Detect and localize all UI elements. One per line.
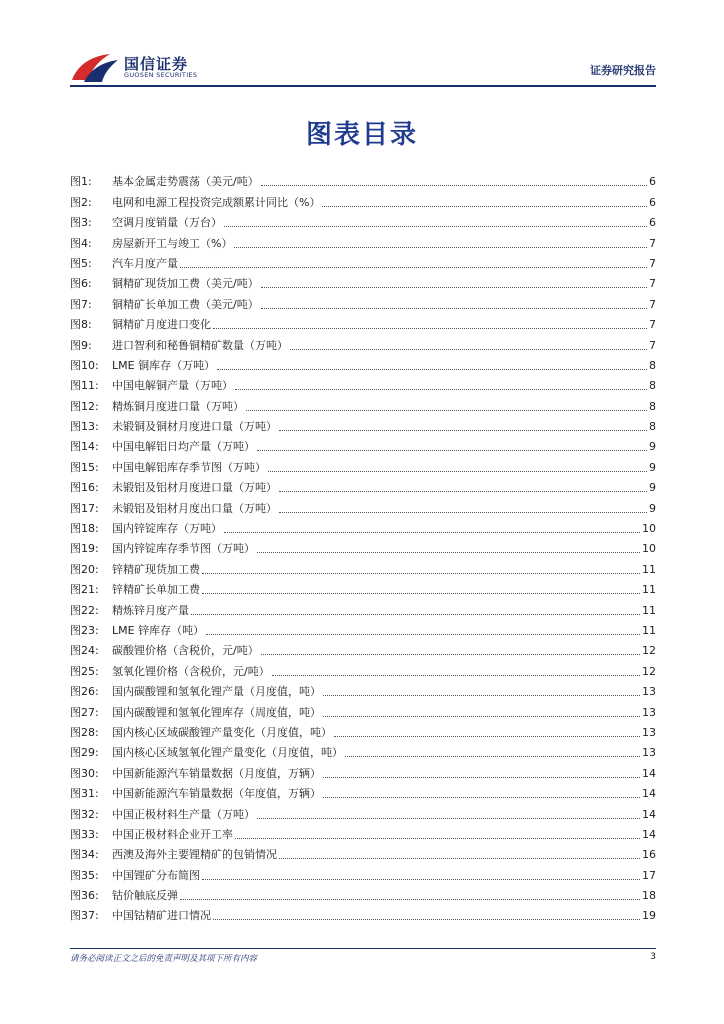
toc-entry-label: 图24: <box>70 644 99 658</box>
toc-leader-dots <box>206 634 640 635</box>
toc-entry[interactable] <box>70 454 656 474</box>
toc-entry-page: 13 <box>642 746 656 760</box>
toc-leader-dots <box>261 287 647 288</box>
page-number: 3 <box>650 952 656 962</box>
toc-entry-label: 图7: <box>70 297 92 311</box>
toc-entry-title: 中国电解铜产量（万吨） <box>112 379 233 393</box>
toc-entry[interactable] <box>70 414 656 434</box>
table-of-figures <box>70 169 656 923</box>
toc-entry-title: 未锻铝及铝材月度进口量（万吨） <box>112 481 277 495</box>
toc-leader-dots <box>213 919 640 920</box>
toc-entry-title: 中国电解铝库存季节图（万吨） <box>112 460 266 474</box>
toc-entry[interactable] <box>70 271 656 291</box>
toc-entry-title: 未锻铜及铜材月度进口量（万吨） <box>112 420 277 434</box>
toc-entry-page: 7 <box>649 236 656 250</box>
toc-entry-title: LME 锌库存（吨） <box>112 623 205 637</box>
toc-entry-label: 图8: <box>70 318 92 332</box>
toc-entry-label: 图30: <box>70 766 99 780</box>
toc-entry[interactable] <box>70 801 656 821</box>
toc-leader-dots <box>257 818 640 819</box>
toc-entry-title: 中国新能源汽车销量数据（年度值，万辆） <box>112 787 321 801</box>
toc-leader-dots <box>213 328 647 329</box>
toc-entry-page: 14 <box>642 787 656 801</box>
toc-entry-title: 基本金属走势震荡（美元/吨） <box>112 175 259 189</box>
toc-entry-title: 电网和电源工程投资完成额累计同比（%） <box>112 195 321 209</box>
toc-entry[interactable] <box>70 393 656 413</box>
toc-entry-label: 图36: <box>70 889 99 903</box>
toc-leader-dots <box>235 389 647 390</box>
toc-entry-label: 图6: <box>70 277 92 291</box>
toc-entry-title: 未锻铝及铝材月度出口量（万吨） <box>112 501 277 515</box>
toc-entry-page: 19 <box>642 909 656 923</box>
toc-entry-label: 图4: <box>70 236 92 250</box>
toc-entry-title: 中国新能源汽车销量数据（月度值，万辆） <box>112 766 321 780</box>
toc-entry-page: 7 <box>649 318 656 332</box>
toc-leader-dots <box>202 573 640 574</box>
toc-entry[interactable] <box>70 597 656 617</box>
toc-entry[interactable] <box>70 781 656 801</box>
toc-leader-dots <box>261 185 647 186</box>
page-title: 图表目录 <box>305 120 418 150</box>
toc-entry-page: 8 <box>649 399 656 413</box>
toc-entry-title: 西澳及海外主要锂精矿的包销情况 <box>112 848 277 862</box>
toc-entry[interactable] <box>70 556 656 576</box>
toc-entry-label: 图22: <box>70 603 99 617</box>
toc-entry-label: 图15: <box>70 460 99 474</box>
toc-entry-title: 汽车月度产量 <box>112 256 178 270</box>
toc-entry-page: 13 <box>642 725 656 739</box>
toc-entry-label: 图23: <box>70 623 99 637</box>
toc-entry-title: 精炼锌月度产量 <box>112 603 189 617</box>
toc-entry-title: 钴价触底反弹 <box>112 889 178 903</box>
toc-entry-title: 铜精矿现货加工费（美元/吨） <box>112 277 259 291</box>
toc-entry-label: 图32: <box>70 807 99 821</box>
toc-entry[interactable] <box>70 251 656 271</box>
toc-entry-page: 11 <box>642 623 656 637</box>
toc-entry-page: 10 <box>642 522 656 536</box>
toc-entry-page: 6 <box>649 195 656 209</box>
toc-leader-dots <box>279 491 647 492</box>
toc-entry-label: 图35: <box>70 868 99 882</box>
toc-entry[interactable] <box>70 169 656 189</box>
toc-entry-title: 国内碳酸锂和氢氧化锂库存（周度值，吨） <box>112 705 321 719</box>
toc-entry-page: 12 <box>642 664 656 678</box>
toc-entry-label: 图1: <box>70 175 92 189</box>
toc-entry[interactable] <box>70 740 656 760</box>
toc-leader-dots <box>246 410 647 411</box>
toc-entry-page: 10 <box>642 542 656 556</box>
toc-entry[interactable] <box>70 495 656 515</box>
toc-entry-label: 图20: <box>70 562 99 576</box>
toc-entry[interactable] <box>70 862 656 882</box>
toc-entry[interactable] <box>70 638 656 658</box>
toc-entry-title: 国内核心区域碳酸锂产量变化（月度值，吨） <box>112 725 332 739</box>
toc-entry[interactable] <box>70 475 656 495</box>
toc-leader-dots <box>323 695 640 696</box>
toc-entry[interactable] <box>70 291 656 311</box>
toc-entry[interactable] <box>70 822 656 842</box>
toc-entry-label: 图28: <box>70 725 99 739</box>
toc-entry[interactable] <box>70 658 656 678</box>
toc-entry[interactable] <box>70 189 656 209</box>
toc-entry-page: 9 <box>649 481 656 495</box>
toc-entry[interactable] <box>70 760 656 780</box>
toc-entry[interactable] <box>70 720 656 740</box>
toc-entry-title: 锌精矿长单加工费 <box>112 583 200 597</box>
toc-leader-dots <box>180 899 640 900</box>
toc-leader-dots <box>261 654 640 655</box>
report-type-label: 证券研究报告 <box>590 64 656 77</box>
toc-entry-page: 11 <box>642 562 656 576</box>
toc-leader-dots <box>261 308 647 309</box>
toc-leader-dots <box>279 858 640 859</box>
page-header <box>70 50 656 86</box>
logo-name-en: GUOSEN SECURITIES <box>124 71 198 79</box>
toc-entry-page: 7 <box>649 297 656 311</box>
toc-entry-page: 9 <box>649 460 656 474</box>
toc-entry-page: 13 <box>642 685 656 699</box>
toc-leader-dots <box>323 716 640 717</box>
toc-entry-page: 9 <box>649 501 656 515</box>
toc-entry-page: 14 <box>642 766 656 780</box>
toc-leader-dots <box>191 614 640 615</box>
toc-entry-title: 中国钴精矿进口情况 <box>112 909 211 923</box>
toc-entry-page: 7 <box>649 277 656 291</box>
toc-leader-dots <box>257 552 640 553</box>
toc-leader-dots <box>279 512 647 513</box>
toc-entry[interactable] <box>70 536 656 556</box>
toc-entry-title: LME 铜库存（万吨） <box>112 358 216 372</box>
toc-entry[interactable] <box>70 903 656 923</box>
toc-entry-page: 11 <box>642 603 656 617</box>
toc-entry-page: 11 <box>642 583 656 597</box>
toc-entry-title: 铜精矿月度进口变化 <box>112 318 211 332</box>
toc-leader-dots <box>202 593 640 594</box>
toc-entry-label: 图14: <box>70 440 99 454</box>
toc-entry-label: 图9: <box>70 338 92 352</box>
toc-entry-label: 图17: <box>70 501 99 515</box>
footer-disclaimer: 请务必阅读正文之后的免责声明及其项下所有内容 <box>70 954 258 964</box>
toc-entry-title: 氢氧化锂价格（含税价，元/吨） <box>112 664 270 678</box>
toc-leader-dots <box>268 471 647 472</box>
toc-leader-dots <box>257 450 647 451</box>
toc-entry[interactable] <box>70 434 656 454</box>
toc-entry[interactable] <box>70 699 656 719</box>
guosen-logo-icon <box>70 50 120 84</box>
toc-leader-dots <box>323 777 640 778</box>
toc-entry-title: 铜精矿长单加工费（美元/吨） <box>112 297 259 311</box>
toc-leader-dots <box>323 797 640 798</box>
header-divider <box>70 85 656 87</box>
toc-entry-title: 进口智利和秘鲁铜精矿数量（万吨） <box>112 338 288 352</box>
toc-entry[interactable] <box>70 842 656 862</box>
toc-entry-label: 图25: <box>70 664 99 678</box>
toc-entry[interactable] <box>70 577 656 597</box>
toc-entry-label: 图37: <box>70 909 99 923</box>
toc-entry[interactable] <box>70 230 656 250</box>
toc-entry[interactable] <box>70 210 656 230</box>
toc-entry-label: 图11: <box>70 379 99 393</box>
toc-entry-page: 18 <box>642 889 656 903</box>
toc-entry[interactable] <box>70 312 656 332</box>
toc-entry-title: 中国电解铝日均产量（万吨） <box>112 440 255 454</box>
toc-entry-label: 图21: <box>70 583 99 597</box>
toc-leader-dots <box>290 349 647 350</box>
toc-entry[interactable] <box>70 353 656 373</box>
toc-entry-label: 图5: <box>70 256 92 270</box>
toc-entry-title: 房屋新开工与竣工（%） <box>112 236 233 250</box>
toc-entry-label: 图3: <box>70 216 92 230</box>
toc-entry-page: 8 <box>649 358 656 372</box>
toc-entry-page: 6 <box>649 216 656 230</box>
toc-entry-title: 中国正极材料企业开工率 <box>112 827 233 841</box>
toc-entry[interactable] <box>70 618 656 638</box>
toc-entry-label: 图18: <box>70 522 99 536</box>
toc-entry-title: 空调月度销量（万台） <box>112 216 222 230</box>
toc-leader-dots <box>202 879 640 880</box>
toc-entry-page: 17 <box>642 868 656 882</box>
toc-entry-page: 7 <box>649 338 656 352</box>
toc-entry-page: 6 <box>649 175 656 189</box>
toc-entry-page: 16 <box>642 848 656 862</box>
toc-entry-title: 锌精矿现货加工费 <box>112 562 200 576</box>
toc-leader-dots <box>322 206 647 207</box>
toc-leader-dots <box>180 267 647 268</box>
toc-entry-label: 图19: <box>70 542 99 556</box>
toc-entry-label: 图2: <box>70 195 92 209</box>
toc-leader-dots <box>224 532 640 533</box>
toc-entry-title: 中国锂矿分布简图 <box>112 868 200 882</box>
toc-entry-label: 图13: <box>70 420 99 434</box>
toc-leader-dots <box>234 247 647 248</box>
toc-entry-page: 14 <box>642 807 656 821</box>
toc-entry[interactable] <box>70 332 656 352</box>
toc-entry-title: 国内锌锭库存季节图（万吨） <box>112 542 255 556</box>
toc-entry[interactable] <box>70 883 656 903</box>
toc-entry-label: 图27: <box>70 705 99 719</box>
toc-leader-dots <box>272 675 640 676</box>
toc-entry-label: 图33: <box>70 827 99 841</box>
toc-entry-page: 8 <box>649 379 656 393</box>
toc-entry-page: 8 <box>649 420 656 434</box>
logo-name-cn: 国信证券 <box>124 55 189 73</box>
toc-leader-dots <box>235 838 640 839</box>
toc-entry-title: 国内核心区域氢氧化锂产量变化（月度值，吨） <box>112 746 343 760</box>
footer-divider <box>70 948 656 949</box>
toc-leader-dots <box>279 430 647 431</box>
toc-entry-page: 13 <box>642 705 656 719</box>
toc-entry-label: 图34: <box>70 848 99 862</box>
toc-entry-label: 图10: <box>70 358 99 372</box>
toc-entry[interactable] <box>70 679 656 699</box>
toc-entry[interactable] <box>70 516 656 536</box>
toc-entry-title: 国内碳酸锂和氢氧化锂产量（月度值，吨） <box>112 685 321 699</box>
toc-leader-dots <box>224 226 647 227</box>
toc-entry-page: 14 <box>642 827 656 841</box>
toc-entry-title: 精炼铜月度进口量（万吨） <box>112 399 244 413</box>
toc-entry-title: 国内锌锭库存（万吨） <box>112 522 222 536</box>
toc-entry[interactable] <box>70 373 656 393</box>
toc-entry-label: 图31: <box>70 787 99 801</box>
toc-entry-page: 9 <box>649 440 656 454</box>
toc-entry-label: 图26: <box>70 685 99 699</box>
toc-entry-label: 图16: <box>70 481 99 495</box>
toc-entry-page: 7 <box>649 256 656 270</box>
toc-leader-dots <box>345 756 640 757</box>
toc-leader-dots <box>334 736 640 737</box>
toc-entry-page: 12 <box>642 644 656 658</box>
toc-entry-label: 图12: <box>70 399 99 413</box>
toc-entry-title: 中国正极材料生产量（万吨） <box>112 807 255 821</box>
toc-entry-label: 图29: <box>70 746 99 760</box>
toc-entry-title: 碳酸锂价格（含税价，元/吨） <box>112 644 259 658</box>
toc-leader-dots <box>217 369 647 370</box>
